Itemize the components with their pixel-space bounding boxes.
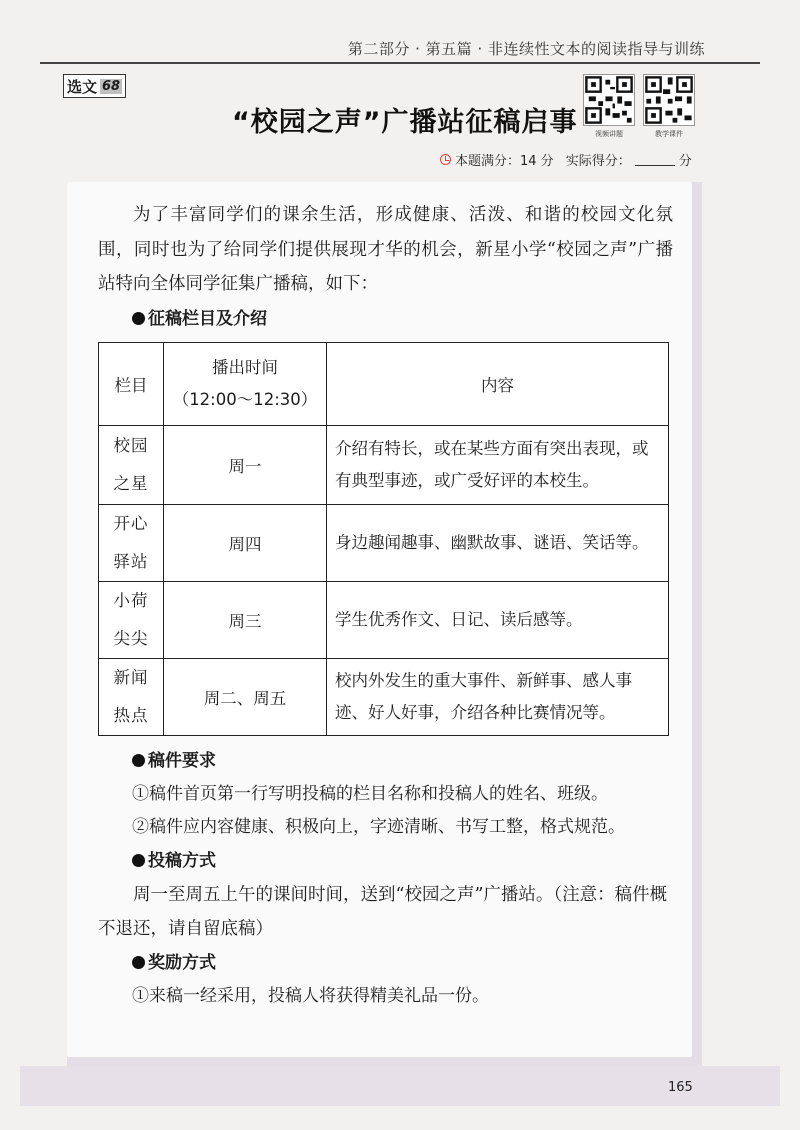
article-body (98, 198, 673, 1013)
requirement-item: ①稿件首页第一行写明投稿的栏目名称和投稿人的姓名、班级。 (132, 783, 608, 804)
table-row (99, 581, 669, 658)
table-cell-column (99, 425, 164, 504)
bullet-icon (132, 956, 145, 969)
bullet-icon (132, 754, 145, 767)
schedule-table (98, 342, 669, 736)
section-heading (132, 946, 673, 980)
running-header: 第二部分 · 第五篇 · 非连续性文本的阅读指导与训练 (347, 40, 705, 58)
table-cell-column (99, 581, 164, 658)
qr-code-courseware[interactable] (643, 74, 695, 139)
column-name-line1: 新闻 (113, 667, 149, 687)
table-row (99, 504, 669, 581)
column-name-line2: 之星 (113, 473, 149, 493)
section-heading (132, 844, 673, 878)
qr-label: 教学课件 (655, 130, 683, 138)
time-header-line2: （12:00～12:30） (172, 389, 318, 409)
section-tag (63, 74, 126, 98)
table-header-time (164, 342, 327, 425)
footer-band (20, 1066, 780, 1106)
section-tag-label: 选文 (67, 78, 98, 96)
table-cell-time: 周四 (164, 504, 327, 581)
table-cell-content: 校内外发生的重大事件、新鲜事、感人事迹、好人好事，介绍各种比赛情况等。 (327, 658, 669, 735)
table-cell-time: 周二、周五 (164, 658, 327, 735)
qr-code-icon (643, 74, 695, 126)
full-score: 本题满分：14 分 (455, 154, 554, 169)
column-name-line2: 驿站 (113, 551, 149, 571)
table-cell-content: 身边趣闻趣事、幽默故事、谜语、笑话等。 (327, 504, 669, 581)
clock-icon (440, 154, 451, 165)
section-heading-text: 征稿栏目及介绍 (148, 308, 267, 329)
section-heading (132, 744, 673, 778)
qr-label: 视频讲题 (595, 130, 623, 138)
table-row (99, 425, 669, 504)
page-number: 165 (668, 1080, 693, 1095)
column-name-line1: 小荷 (113, 590, 149, 610)
actual-score-label: 实际得分： (565, 154, 631, 169)
intro-paragraph: 为了丰富同学们的课余生活，形成健康、活泼、和谐的校园文化氛围，同时也为了给同学们提供展现才华的机会，新星小学“校园之声”广播站特向全体同学征集广播稿，如下： (98, 205, 673, 294)
section-heading-text: 稿件要求 (148, 750, 216, 771)
page-title: “校园之声”广播站征稿启事 (232, 107, 578, 138)
requirement-item: ②稿件应内容健康、积极向上，字迹清晰、书写工整，格式规范。 (132, 816, 625, 837)
score-unit: 分 (678, 154, 692, 169)
bullet-icon (132, 312, 145, 325)
section-tag-number: 68 (102, 79, 121, 94)
column-name-line2: 尖尖 (113, 628, 149, 648)
section-heading-text: 奖励方式 (148, 952, 216, 973)
column-name-line1: 开心 (113, 513, 149, 533)
time-header-line1: 播出时间 (212, 357, 278, 377)
table-header-row (99, 342, 669, 425)
table-cell-time: 周一 (164, 425, 327, 504)
qr-code-video[interactable] (583, 74, 635, 139)
submission-text: 周一至周五上午的课间时间，送到“校园之声”广播站。（注意：稿件概不退还，请自留底稿） (98, 884, 668, 939)
qr-code-icon (583, 74, 635, 126)
table-row (99, 658, 669, 735)
table-header-content: 内容 (327, 342, 669, 425)
table-header-column: 栏目 (99, 342, 164, 425)
table-cell-content: 学生优秀作文、日记、读后感等。 (327, 581, 669, 658)
actual-score-blank[interactable] (635, 153, 675, 166)
table-cell-column (99, 504, 164, 581)
header-rule (40, 62, 760, 64)
column-name-line1: 校园 (113, 435, 149, 455)
reward-item: ①来稿一经采用，投稿人将获得精美礼品一份。 (132, 985, 489, 1006)
bullet-icon (132, 854, 145, 867)
column-name-line2: 热点 (113, 705, 149, 725)
section-heading (132, 302, 673, 336)
table-cell-column (99, 658, 164, 735)
score-line (440, 150, 692, 169)
table-cell-time: 周三 (164, 581, 327, 658)
table-cell-content: 介绍有特长，或在某些方面有突出表现，或有典型事迹，或广受好评的本校生。 (327, 425, 669, 504)
section-heading-text: 投稿方式 (148, 850, 216, 871)
